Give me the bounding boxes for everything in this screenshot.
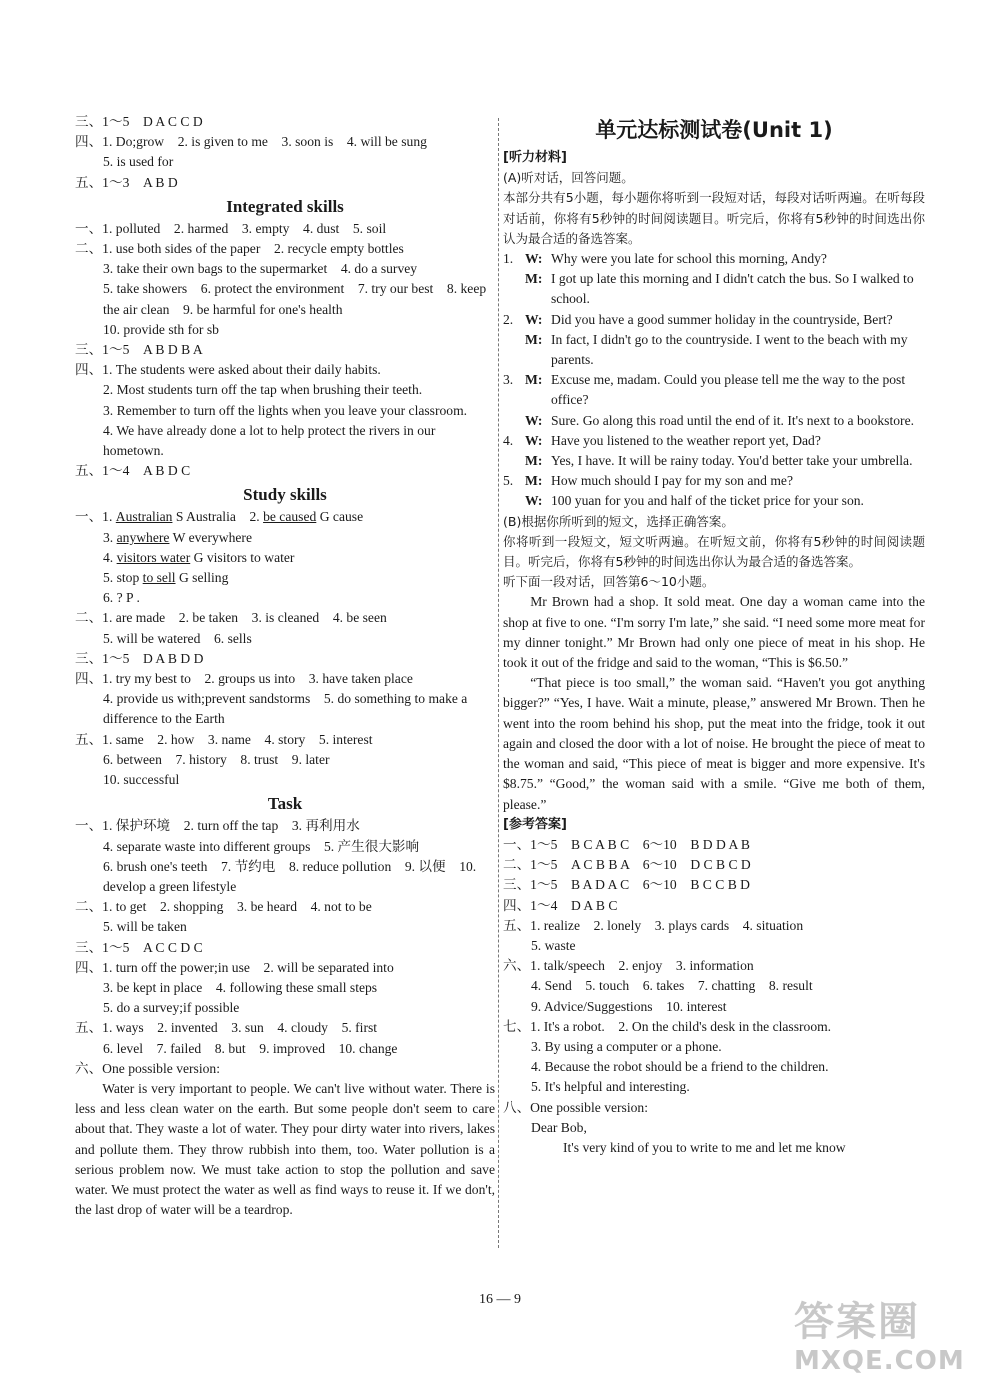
dialogue — [503, 471, 925, 491]
dialogue — [503, 370, 925, 410]
answer-line: 4. We have already done a lot to help protect the rivers in our hometown. — [103, 422, 436, 459]
speaker: M: — [525, 453, 543, 469]
answer-line: 6. level 7. failed 8. but 9. improved 10. change — [103, 1040, 398, 1056]
answers-label: [参考答案] — [503, 816, 567, 832]
dialogue-text: Why were you late for school this morning, Andy? — [551, 251, 827, 267]
speaker: W: — [525, 251, 543, 267]
dialogue — [503, 310, 925, 330]
part-b-heading: (B)根据你所听到的短文，选择正确答案。 — [503, 513, 734, 529]
underlined-error: to sell — [142, 570, 176, 586]
dialogue-number: 3. — [503, 372, 514, 388]
section-heading-integrated-skills: Integrated skills — [226, 196, 344, 216]
answer-line: 四、1. try my best to 2. groups us into 3. have taken place — [75, 671, 413, 687]
essay-paragraph: Water is very important to people. We can't live without water. There is less and less clean water on the earth. But some people don't seem to care about that. They waste a lot of water. They pour dirty water into rivers, lakes and pollute them. They throw rubbish into them, too. Water pollution is a serious problem now. We must take action to stop the pollution and save water. We must protect the water as well as find ways to reuse it. If we don't, the last drop of water will be a teardrop. — [75, 1080, 495, 1218]
speaker: M: — [525, 372, 543, 388]
answer-text: 3. — [103, 529, 114, 545]
dialogue-text: I got up late this morning and I didn't catch the bus. So I walked to school. — [551, 271, 914, 307]
answer-text: 5. take showers 6. protect the environment 7. try our best 8. keep the air clean 9. be harmful for one's health — [103, 281, 487, 317]
answer-line — [75, 548, 495, 568]
letter-greeting: Dear Bob, — [531, 1119, 587, 1135]
speaker: W: — [525, 311, 543, 327]
answer-line: 四、1. Do;grow 2. is given to me 3. soon is 4. will be sung — [75, 134, 427, 150]
listening-label: [听力材料] — [503, 150, 567, 165]
underlined-error: Australian — [115, 509, 173, 525]
answer-line: 3. take their own bags to the supermarket 4. do a survey — [103, 261, 418, 277]
answer-line: 5. will be watered 6. sells — [103, 630, 252, 646]
answer-text: G selling — [178, 570, 229, 586]
dialogue — [503, 411, 925, 431]
column-divider — [498, 118, 499, 1248]
answer-line: 4. Because the robot should be a friend to the children. — [531, 1059, 829, 1075]
underlined-error: be caused — [263, 509, 317, 525]
dialogue-number: 4. — [503, 432, 514, 448]
page-title: 单元达标测试卷(Unit 1) — [595, 118, 833, 142]
part-a-heading: (A)听对话，回答问题。 — [503, 170, 634, 186]
answer-line: 五、1. ways 2. invented 3. sun 4. cloudy 5. first — [75, 1020, 378, 1036]
answer-line: 3. be kept in place 4. following these small steps — [103, 979, 378, 995]
dialogue — [503, 451, 925, 471]
answer-line: 三、1～5 A C C D C — [75, 939, 203, 955]
answer-line: 四、1～4 D A B C — [503, 897, 618, 913]
answer-line: 10. successful — [103, 772, 180, 788]
page-number: 16 — 9 — [479, 1292, 521, 1307]
answer-line: 4. provide us with;prevent sandstorms 5. do something to make a difference to the Earth — [103, 691, 468, 727]
answer-line: 五、1～3 A B D — [75, 174, 178, 190]
answer-line: 二、1. use both sides of the paper 2. recycle empty bottles — [75, 241, 404, 257]
speaker: M: — [525, 473, 543, 489]
watermark-text: 答案圈 — [794, 1299, 920, 1345]
answer-text: G visitors to water — [193, 549, 295, 565]
answer-line: 5. is used for — [103, 154, 174, 170]
answer-line: 5. will be taken — [103, 919, 187, 935]
dialogue-number: 2. — [503, 311, 514, 327]
speaker: W: — [525, 493, 543, 509]
answer-line: 5. do a survey;if possible — [103, 1000, 240, 1016]
dialogue-text: Did you have a good summer holiday in the countryside, Bert? — [551, 311, 893, 327]
answer-line: 三、1～5 A B D B A — [75, 342, 203, 358]
answer-line: 二、1. to get 2. shopping 3. be heard 4. not to be — [75, 899, 372, 915]
answer-line: 9. Advice/Suggestions 10. interest — [531, 998, 727, 1014]
dialogue — [503, 431, 925, 451]
dialogue-number: 5. — [503, 473, 514, 489]
answer-line: 六、One possible version: — [75, 1060, 220, 1076]
answer-text: G cause — [319, 509, 364, 525]
part-b-instructions: 你将听到一段短文，短文听两遍。在听短文前，你将有5秒钟的时间阅读题目。听完后，你将有5秒钟的时间选出你认为最合适的备选答案。 — [503, 533, 925, 570]
answer-line: 五、1. same 2. how 3. name 4. story 5. interest — [75, 731, 373, 747]
dialogue-text: Excuse me, madam. Could you please tell me the way to the post office? — [551, 372, 906, 408]
part-b-question: 听下面一段对话，回答第6～10小题。 — [503, 574, 715, 590]
answer-line: 四、1. turn off the power;in use 2. will be separated into — [75, 959, 394, 975]
answer-line: 六、1. talk/speech 2. enjoy 3. information — [503, 958, 754, 974]
answer-line: 七、1. It's a robot. 2. On the child's desk in the classroom. — [503, 1018, 832, 1034]
answer-line: 6. between 7. history 8. trust 9. later — [103, 751, 330, 767]
answer-text: 5. stop — [103, 570, 140, 586]
watermark-url: MXQE.COM — [794, 1346, 965, 1376]
answer-line: 5. waste — [531, 937, 576, 953]
speaker: W: — [525, 432, 543, 448]
right-column — [503, 112, 925, 1158]
answer-text: 4. — [103, 549, 114, 565]
part-a-instructions: 本部分共有5小题，每小题你将听到一段短对话，每段对话听两遍。在听每段对话前，你将有5秒钟的时间阅读题目。听完后，你将有5秒钟的时间选出你认为最合适的备选答案。 — [503, 190, 925, 246]
answer-text: W everywhere — [172, 529, 252, 545]
dialogue — [503, 330, 925, 370]
answer-line — [75, 528, 495, 548]
dialogue — [503, 491, 925, 511]
answer-line — [75, 568, 495, 588]
answer-line: 一、1. 保护环境 2. turn off the tap 3. 再利用水 — [75, 818, 360, 834]
answer-line: 二、1. are made 2. be taken 3. is cleaned 4. be seen — [75, 610, 387, 626]
speaker: W: — [525, 412, 543, 428]
answer-line: 3. By using a computer or a phone. — [531, 1038, 722, 1054]
answer-line: 6. brush one's teeth 7. 节约电 8. reduce pollution 9. 以便 10. develop a green lifestyle — [103, 858, 477, 894]
answer-line: 6. ? P . — [103, 590, 140, 606]
story-paragraph: “That piece is too small,” the woman said. “Haven't you got anything bigger?” “Yes, I have. Wait a minute, please,” answered Mr Brown. Then he went into the room behind his shop, put the meat into the fridge, took it out again and closed the door with a lot of noise. He brought the piece of meat to the woman and said, “This piece of meat is bigger and more expensive. It's $8.75.” “Good,” the woman said with a smile. “Give me both of them, please.” — [503, 675, 925, 812]
answer-line: 五、1～4 A B D C — [75, 463, 191, 479]
answer-line: 5. It's helpful and interesting. — [531, 1079, 690, 1095]
dialogue-text: Yes, I have. It will be rainy today. You'd better take your umbrella. — [551, 453, 913, 469]
answer-line: 三、1～5 B A D A C 6～10 B C C B D — [503, 877, 750, 893]
dialogue — [503, 269, 925, 309]
speaker: M: — [525, 331, 543, 347]
section-heading-task: Task — [267, 794, 303, 814]
answer-line: 三、1～5 D A C C D — [75, 114, 203, 129]
underlined-error: visitors water — [116, 549, 191, 565]
section-heading-study-skills: Study skills — [243, 485, 327, 505]
story-paragraph: Mr Brown had a shop. It sold meat. One day a woman came into the shop at five to one. “I'm sorry I'm late,” she said. “I need some more meat for my dinner tonight.” Mr Brown had only one piece of meat in his shop. He took it out of the fridge and said to the woman, “This is $6.50.” — [503, 594, 925, 671]
letter-body: It's very kind of you to write to me and let me know — [563, 1139, 846, 1155]
answer-text: S Australia 2. — [175, 509, 260, 525]
speaker: M: — [525, 271, 543, 287]
answer-line — [75, 279, 495, 319]
answer-line: 4. separate waste into different groups 5. 产生很大影响 — [103, 838, 420, 854]
answer-text: 一、1. — [75, 509, 113, 525]
answer-line — [75, 507, 495, 527]
answer-line: 一、1. polluted 2. harmed 3. empty 4. dust 5. soil — [75, 220, 387, 236]
answer-line: 10. provide sth for sb — [103, 321, 219, 337]
dialogue-text: Have you listened to the weather report yet, Dad? — [551, 432, 821, 448]
answer-line: 二、1～5 A C B B A 6～10 D C B C D — [503, 857, 751, 873]
underlined-error: anywhere — [116, 529, 170, 545]
dialogue-list — [503, 249, 925, 512]
dialogue — [503, 249, 925, 269]
dialogue-text: How much should I pay for my son and me? — [551, 473, 793, 489]
dialogue-text: Sure. Go along this road until the end of it. It's next to a bookstore. — [551, 412, 915, 428]
watermark-logo — [794, 1298, 994, 1380]
answer-line: 3. Remember to turn off the lights when you leave your classroom. — [103, 402, 468, 418]
dialogue-text: In fact, I didn't go to the countryside. I went to the beach with my parents. — [551, 331, 908, 368]
left-column — [75, 112, 495, 1220]
dialogue-number: 1. — [503, 251, 514, 267]
answer-line: 2. Most students turn off the tap when brushing their teeth. — [103, 382, 423, 398]
answer-line: 四、1. The students were asked about their daily habits. — [75, 362, 381, 378]
answer-line: 4. Send 5. touch 6. takes 7. chatting 8. result — [531, 978, 813, 994]
answer-line: 五、1. realize 2. lonely 3. plays cards 4. situation — [503, 917, 804, 933]
dialogue-text: 100 yuan for you and half of the ticket price for your son. — [551, 493, 864, 509]
answer-line: 一、1～5 B C A B C 6～10 B D D A B — [503, 836, 750, 852]
answer-line: 三、1～5 D A B D D — [75, 650, 204, 666]
answer-line: 八、One possible version: — [503, 1099, 648, 1115]
